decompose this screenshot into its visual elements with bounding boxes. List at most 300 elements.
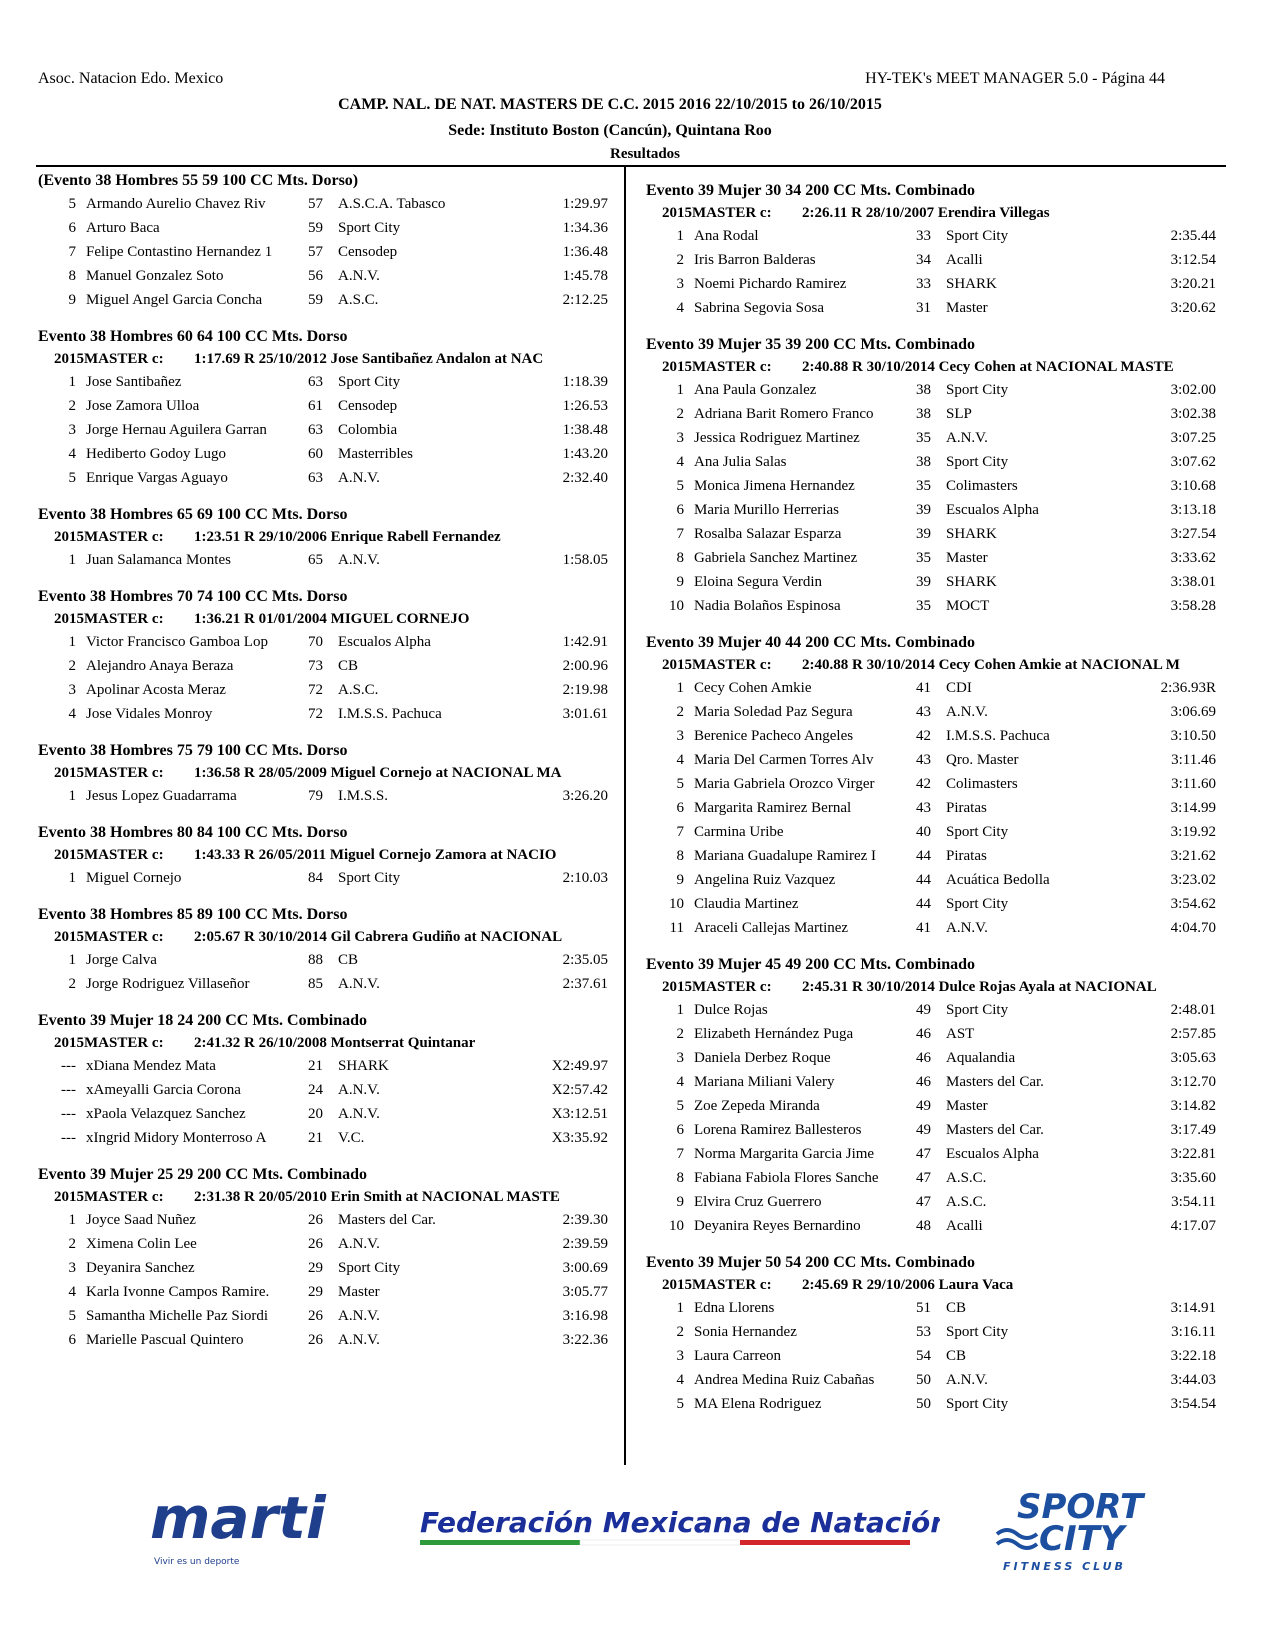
result-row: [38, 442, 618, 466]
result-row: [646, 998, 1226, 1022]
result-place: 2: [68, 1236, 76, 1252]
swimmer-name: xAmeyalli Garcia Corona: [86, 1082, 241, 1098]
swimmer-age: 48: [916, 1218, 931, 1234]
swimmer-name: Enrique Vargas Aguayo: [86, 470, 228, 486]
swimmer-age: 60: [308, 446, 323, 462]
result-row: [646, 426, 1226, 450]
team-name: SLP: [946, 406, 972, 422]
swimmer-name: Mariana Guadalupe Ramirez I: [694, 848, 876, 864]
swimmer-name: Dulce Rojas: [694, 1002, 768, 1018]
result-time: 3:27.54: [1170, 526, 1216, 542]
team-name: A.N.V.: [338, 976, 380, 992]
result-place: 8: [676, 550, 684, 566]
result-time: 2:10.03: [562, 870, 608, 886]
marti-logo: [150, 1480, 340, 1580]
event-title: Evento 39 Mujer 25 29 200 CC Mts. Combinado: [38, 1166, 368, 1183]
result-place: 3: [676, 276, 684, 292]
result-time: 3:14.91: [1170, 1300, 1216, 1316]
event-block: [38, 326, 618, 490]
team-name: Master: [338, 1284, 380, 1300]
result-place: 11: [669, 920, 684, 936]
event-record: [38, 348, 618, 370]
result-time: 1:38.48: [562, 422, 608, 438]
swimmer-age: 39: [916, 574, 931, 590]
team-name: A.N.V.: [338, 1106, 380, 1122]
team-name: Qro. Master: [946, 752, 1019, 768]
result-time: 1:26.53: [562, 398, 608, 414]
event-title: Evento 38 Hombres 60 64 100 CC Mts. Dorso: [38, 328, 348, 345]
team-name: SHARK: [946, 526, 997, 542]
result-time: 3:54.62: [1170, 896, 1216, 912]
swimmer-age: 33: [916, 228, 931, 244]
team-name: Sport City: [946, 454, 1009, 470]
result-place: 5: [68, 1308, 76, 1324]
swimmer-age: 26: [308, 1236, 323, 1252]
event-title: (Evento 38 Hombres 55 59 100 CC Mts. Dorso): [38, 172, 359, 189]
result-time: 3:21.62: [1170, 848, 1216, 864]
swimmer-age: 21: [308, 1058, 323, 1074]
result-place: 6: [676, 502, 684, 518]
team-name: A.N.V.: [338, 470, 380, 486]
event-title: Evento 39 Mujer 35 39 200 CC Mts. Combinado: [646, 336, 976, 353]
result-time: 3:23.02: [1170, 872, 1216, 888]
result-time: 3:07.62: [1170, 454, 1216, 470]
result-row: [646, 546, 1226, 570]
swimmer-name: Jose Vidales Monroy: [86, 706, 213, 722]
result-place: 1: [68, 870, 76, 886]
swimmer-age: 63: [308, 422, 323, 438]
swimmer-age: 29: [308, 1284, 323, 1300]
record-text: 2:40.88 R 30/10/2014 Cecy Cohen at NACIONAL MASTE: [802, 359, 1174, 375]
result-place: 4: [68, 1284, 76, 1300]
result-time: 4:17.07: [1170, 1218, 1216, 1234]
result-place: ---: [61, 1130, 76, 1146]
result-time: 3:20.62: [1170, 300, 1216, 316]
team-name: A.S.C.: [946, 1194, 987, 1210]
result-place: 10: [669, 1218, 684, 1234]
result-place: ---: [61, 1106, 76, 1122]
swimmer-age: 38: [916, 382, 931, 398]
swimmer-age: 24: [308, 1082, 323, 1098]
result-row: [38, 972, 618, 996]
record-label: 2015MASTER c:: [54, 1035, 164, 1051]
result-place: 9: [676, 1194, 684, 1210]
result-row: [646, 1368, 1226, 1392]
result-place: 8: [68, 268, 76, 284]
result-time: X3:35.92: [551, 1130, 608, 1146]
result-place: 5: [676, 478, 684, 494]
result-row: [646, 224, 1226, 248]
team-name: I.M.S.S. Pachuca: [338, 706, 442, 722]
event-title: Evento 38 Hombres 85 89 100 CC Mts. Dorso: [38, 906, 348, 923]
swimmer-age: 35: [916, 478, 931, 494]
swimmer-age: 73: [308, 658, 323, 674]
team-name: Masters del Car.: [946, 1074, 1044, 1090]
result-row: [38, 1256, 618, 1280]
swimmer-name: Maria Del Carmen Torres Alv: [694, 752, 874, 768]
right-column: [646, 180, 1226, 1430]
team-name: A.N.V.: [946, 1372, 988, 1388]
result-place: 1: [676, 1300, 684, 1316]
result-time: X2:49.97: [551, 1058, 608, 1074]
swimmer-age: 20: [308, 1106, 323, 1122]
result-row: [38, 1126, 618, 1150]
result-row: [646, 868, 1226, 892]
record-text: 2:05.67 R 30/10/2014 Gil Cabrera Gudiño at NACIONAL: [194, 929, 563, 945]
team-name: CDI: [946, 680, 972, 696]
result-place: 1: [68, 1212, 76, 1228]
result-place: 3: [676, 1050, 684, 1066]
swimmer-name: Mariana Miliani Valery: [694, 1074, 835, 1090]
swimmer-name: Zoe Zepeda Miranda: [694, 1098, 820, 1114]
sponsor-footer: [0, 1470, 1275, 1590]
result-time: 1:36.48: [562, 244, 608, 260]
result-time: 1:18.39: [562, 374, 608, 390]
team-name: Censodep: [338, 244, 398, 260]
column-divider: [624, 165, 626, 1465]
swimmer-name: Joyce Saad Nuñez: [86, 1212, 196, 1228]
team-name: Colimasters: [946, 776, 1018, 792]
result-time: 3:17.49: [1170, 1122, 1216, 1138]
swimmer-name: Ximena Colin Lee: [86, 1236, 197, 1252]
record-label: 2015MASTER c:: [54, 611, 164, 627]
swimmer-name: Deyanira Reyes Bernardino: [694, 1218, 861, 1234]
result-row: [646, 724, 1226, 748]
result-time: 3:33.62: [1170, 550, 1216, 566]
swimmer-name: Claudia Martinez: [694, 896, 799, 912]
swimmer-age: 35: [916, 430, 931, 446]
event-title: Evento 39 Mujer 30 34 200 CC Mts. Combinado: [646, 182, 976, 199]
swimmer-age: 43: [916, 800, 931, 816]
result-row: [38, 948, 618, 972]
swimmer-age: 38: [916, 406, 931, 422]
result-place: 1: [68, 374, 76, 390]
swimmer-name: Elizabeth Hernández Puga: [694, 1026, 854, 1042]
event-title: Evento 38 Hombres 75 79 100 CC Mts. Dorso: [38, 742, 348, 759]
result-row: [646, 1070, 1226, 1094]
event-record: [646, 356, 1226, 378]
event-block: [38, 904, 618, 996]
result-row: [646, 1046, 1226, 1070]
swimmer-age: 40: [916, 824, 931, 840]
team-name: A.S.C.: [338, 292, 379, 308]
swimmer-name: Hediberto Godoy Lugo: [86, 446, 226, 462]
result-row: [646, 748, 1226, 772]
header-right: HY-TEK's MEET MANAGER 5.0 - Página 44: [865, 70, 1165, 87]
result-row: [646, 1142, 1226, 1166]
meet-venue: Sede: Instituto Boston (Cancún), Quintana Roo: [448, 122, 772, 139]
swimmer-age: 63: [308, 374, 323, 390]
result-row: [646, 522, 1226, 546]
result-row: [38, 1102, 618, 1126]
team-name: Acalli: [946, 252, 983, 268]
swimmer-age: 33: [916, 276, 931, 292]
swimmer-age: 49: [916, 1122, 931, 1138]
result-row: [38, 548, 618, 572]
swimmer-name: Manuel Gonzalez Soto: [86, 268, 224, 284]
event-record: [38, 926, 618, 948]
result-row: [38, 630, 618, 654]
team-name: Censodep: [338, 398, 398, 414]
event-title: Evento 38 Hombres 65 69 100 CC Mts. Dorso: [38, 506, 348, 523]
result-row: [646, 1392, 1226, 1416]
result-time: 3:11.60: [1171, 776, 1216, 792]
record-text: 1:36.21 R 01/01/2004 MIGUEL CORNEJO: [194, 611, 470, 627]
team-name: Escualos Alpha: [338, 634, 431, 650]
swimmer-name: xPaola Velazquez Sanchez: [86, 1106, 246, 1122]
event-record: [38, 526, 618, 548]
record-text: 2:40.88 R 30/10/2014 Cecy Cohen Amkie at NACIONAL M: [802, 657, 1180, 673]
team-name: A.N.V.: [338, 1308, 380, 1324]
result-time: 3:07.25: [1170, 430, 1216, 446]
swimmer-age: 39: [916, 502, 931, 518]
swimmer-name: Jorge Hernau Aguilera Garran: [86, 422, 267, 438]
swimmer-name: Margarita Ramirez Bernal: [694, 800, 852, 816]
result-place: 9: [676, 872, 684, 888]
swimmer-name: MA Elena Rodriguez: [694, 1396, 822, 1412]
result-row: [646, 1118, 1226, 1142]
result-row: [646, 916, 1226, 940]
result-place: 2: [68, 658, 76, 674]
record-text: 1:23.51 R 29/10/2006 Enrique Rabell Fernandez: [194, 529, 501, 545]
swimmer-age: 47: [916, 1146, 931, 1162]
result-row: [38, 1054, 618, 1078]
event-title: Evento 38 Hombres 70 74 100 CC Mts. Dorso: [38, 588, 348, 605]
result-row: [38, 784, 618, 808]
team-name: I.M.S.S.: [338, 788, 389, 804]
team-name: A.N.V.: [338, 1082, 380, 1098]
result-place: 3: [676, 1348, 684, 1364]
team-name: MOCT: [946, 598, 990, 614]
swimmer-name: Laura Carreon: [694, 1348, 782, 1364]
result-place: 1: [676, 1002, 684, 1018]
result-place: 4: [676, 1372, 684, 1388]
result-time: 3:12.70: [1170, 1074, 1216, 1090]
team-name: Masterribles: [338, 446, 413, 462]
record-text: 1:36.58 R 28/05/2009 Miguel Cornejo at NACIONAL MA: [194, 765, 562, 781]
result-row: [646, 498, 1226, 522]
swimmer-age: 50: [916, 1372, 931, 1388]
fmn-logo-text: Federación Mexicana de Natación: [420, 1506, 940, 1539]
result-place: 4: [676, 454, 684, 470]
header-left: Asoc. Natacion Edo. Mexico: [38, 70, 224, 87]
swimmer-name: Maria Gabriela Orozco Virger: [694, 776, 875, 792]
swimmer-name: Edna Llorens: [694, 1300, 775, 1316]
event-record: [646, 202, 1226, 224]
result-row: [646, 676, 1226, 700]
marti-tagline: Vivir es un deporte: [154, 1557, 240, 1567]
swimmer-name: Jorge Rodriguez Villaseñor: [86, 976, 250, 992]
event-block: [38, 822, 618, 890]
result-place: 1: [676, 680, 684, 696]
result-place: ---: [61, 1082, 76, 1098]
swimmer-name: Jose Santibañez: [86, 374, 182, 390]
header-rule: [36, 165, 1226, 167]
team-name: SHARK: [338, 1058, 389, 1074]
swimmer-age: 26: [308, 1212, 323, 1228]
team-name: A.N.V.: [338, 268, 380, 284]
team-name: Sport City: [946, 382, 1009, 398]
swimmer-name: Nadia Bolaños Espinosa: [694, 598, 841, 614]
result-row: [646, 844, 1226, 868]
sport-city-tagline: FITNESS CLUB: [1003, 1560, 1126, 1573]
result-time: 3:22.18: [1170, 1348, 1216, 1364]
swimmer-name: Arturo Baca: [86, 220, 160, 236]
result-time: 2:39.30: [562, 1212, 608, 1228]
swimmer-age: 49: [916, 1002, 931, 1018]
result-place: 7: [676, 1146, 684, 1162]
event-block: [38, 1164, 618, 1352]
swimmer-age: 70: [308, 634, 323, 650]
result-row: [646, 450, 1226, 474]
result-place: 1: [68, 788, 76, 804]
event-block: [38, 504, 618, 572]
swimmer-age: 35: [916, 550, 931, 566]
team-name: Aqualandia: [946, 1050, 1016, 1066]
result-time: 2:37.61: [562, 976, 608, 992]
result-place: 1: [68, 634, 76, 650]
result-place: 2: [68, 976, 76, 992]
result-place: 5: [676, 1098, 684, 1114]
result-time: 3:20.21: [1170, 276, 1216, 292]
team-name: Sport City: [946, 1396, 1009, 1412]
result-place: 9: [676, 574, 684, 590]
team-name: Piratas: [946, 848, 987, 864]
event-block: [646, 180, 1226, 320]
swimmer-age: 44: [916, 872, 931, 888]
swimmer-age: 41: [916, 680, 931, 696]
swimmer-name: Sabrina Segovia Sosa: [694, 300, 824, 316]
swimmer-age: 34: [916, 252, 931, 268]
swimmer-name: Noemi Pichardo Ramirez: [694, 276, 847, 292]
team-name: Colombia: [338, 422, 398, 438]
result-place: 6: [68, 220, 76, 236]
swimmer-name: Rosalba Salazar Esparza: [694, 526, 842, 542]
result-time: 2:00.96: [562, 658, 608, 674]
team-name: Sport City: [946, 228, 1009, 244]
team-name: V.C.: [338, 1130, 365, 1146]
result-time: 1:58.05: [562, 552, 608, 568]
result-place: 7: [676, 526, 684, 542]
result-row: [646, 1022, 1226, 1046]
record-label: 2015MASTER c:: [54, 765, 164, 781]
result-row: [38, 866, 618, 890]
swimmer-age: 72: [308, 682, 323, 698]
record-label: 2015MASTER c:: [662, 359, 772, 375]
swimmer-name: Felipe Contastino Hernandez 1: [86, 244, 273, 260]
swimmer-age: 38: [916, 454, 931, 470]
result-row: [38, 192, 618, 216]
result-place: 5: [68, 470, 76, 486]
team-name: SHARK: [946, 276, 997, 292]
event-block: [646, 954, 1226, 1238]
result-time: 2:19.98: [562, 682, 608, 698]
record-label: 2015MASTER c:: [662, 979, 772, 995]
record-label: 2015MASTER c:: [54, 929, 164, 945]
event-title: Evento 39 Mujer 18 24 200 CC Mts. Combinado: [38, 1012, 368, 1029]
swimmer-name: Juan Salamanca Montes: [86, 552, 231, 568]
swimmer-age: 46: [916, 1074, 931, 1090]
team-name: Sport City: [338, 220, 401, 236]
result-place: 2: [676, 1026, 684, 1042]
team-name: Masters del Car.: [338, 1212, 436, 1228]
record-label: 2015MASTER c:: [662, 657, 772, 673]
event-record: [646, 976, 1226, 998]
result-row: [646, 820, 1226, 844]
result-time: 3:35.60: [1170, 1170, 1216, 1186]
team-name: Escualos Alpha: [946, 1146, 1039, 1162]
sport-city-line1: SPORT: [1017, 1487, 1144, 1527]
swimmer-name: xDiana Mendez Mata: [86, 1058, 216, 1074]
swimmer-age: 31: [916, 300, 931, 316]
result-row: [646, 892, 1226, 916]
swimmer-name: Armando Aurelio Chavez Riv: [86, 196, 266, 212]
team-name: Sport City: [338, 870, 401, 886]
result-time: 2:35.05: [562, 952, 608, 968]
result-row: [38, 1078, 618, 1102]
result-place: 4: [676, 300, 684, 316]
result-row: [646, 248, 1226, 272]
result-place: 6: [676, 1122, 684, 1138]
result-time: 2:57.85: [1170, 1026, 1216, 1042]
swimmer-name: Andrea Medina Ruiz Cabañas: [694, 1372, 875, 1388]
swimmer-name: Carmina Uribe: [694, 824, 784, 840]
result-row: [646, 1166, 1226, 1190]
result-place: 2: [676, 1324, 684, 1340]
result-row: [38, 1232, 618, 1256]
swimmer-name: Berenice Pacheco Angeles: [694, 728, 854, 744]
result-row: [646, 1214, 1226, 1238]
result-row: [38, 654, 618, 678]
result-row: [38, 216, 618, 240]
result-time: 2:48.01: [1170, 1002, 1216, 1018]
result-time: 3:05.63: [1170, 1050, 1216, 1066]
team-name: Master: [946, 300, 988, 316]
team-name: CB: [946, 1348, 967, 1364]
team-name: Sport City: [946, 1002, 1009, 1018]
team-name: Acuática Bedolla: [946, 872, 1050, 888]
swimmer-age: 50: [916, 1396, 931, 1412]
team-name: A.N.V.: [946, 430, 988, 446]
event-record: [646, 1274, 1226, 1296]
swimmer-age: 42: [916, 776, 931, 792]
swimmer-age: 21: [308, 1130, 323, 1146]
swimmer-name: Fabiana Fabiola Flores Sanche: [694, 1170, 879, 1186]
event-record: [38, 844, 618, 866]
team-name: A.N.V.: [338, 552, 380, 568]
swimmer-name: Eloina Segura Verdin: [694, 574, 823, 590]
swimmer-name: Ana Paula Gonzalez: [694, 382, 817, 398]
result-row: [646, 796, 1226, 820]
team-name: Piratas: [946, 800, 987, 816]
swimmer-age: 49: [916, 1098, 931, 1114]
record-text: 1:17.69 R 25/10/2012 Jose Santibañez Andalon at NAC: [194, 351, 544, 367]
swimmer-name: Ana Julia Salas: [694, 454, 787, 470]
result-place: 5: [676, 1396, 684, 1412]
result-place: 3: [68, 682, 76, 698]
record-label: 2015MASTER c:: [662, 205, 772, 221]
event-record: [38, 762, 618, 784]
team-name: Sport City: [338, 1260, 401, 1276]
result-place: 5: [68, 196, 76, 212]
result-place: 8: [676, 848, 684, 864]
swimmer-age: 54: [916, 1348, 931, 1364]
result-place: 2: [676, 406, 684, 422]
swimmer-age: 47: [916, 1194, 931, 1210]
result-place: 7: [676, 824, 684, 840]
swimmer-name: Samantha Michelle Paz Siordi: [86, 1308, 269, 1324]
result-place: 4: [68, 446, 76, 462]
